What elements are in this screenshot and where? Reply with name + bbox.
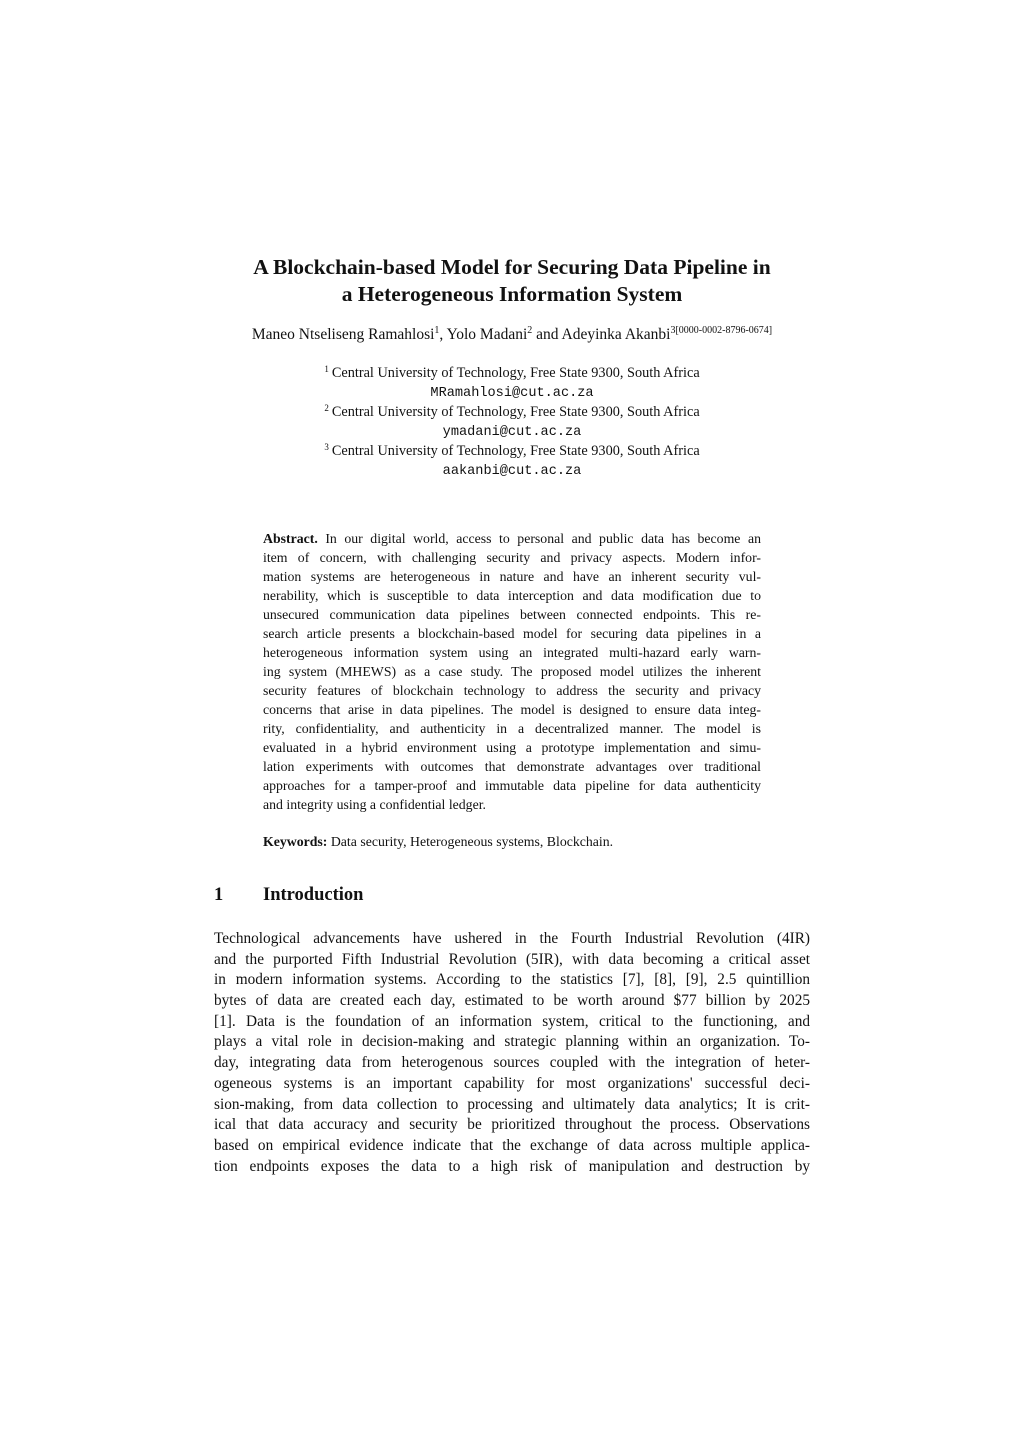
body-line: Technological advancements have ushered in the Fourth Industrial Revolution (4IR) (214, 930, 810, 947)
body-line: [1]. Data is the foundation of an information system, critical to the functioning, and (214, 1012, 810, 1030)
abstract-line: approaches for a tamper-proof and immutable data pipeline for data authenticity (263, 778, 761, 793)
abstract-line: nerability, which is susceptible to data interception and data modification due to (263, 588, 761, 603)
affiliation-1-email: MRamahlosi@cut.ac.za (430, 386, 594, 401)
affiliation-3-text: Central University of Technology, Free State 9300, South Africa (331, 443, 700, 459)
body-line: in modern information systems. According to the statistics [7], [8], [9], 2.5 quintillion (214, 971, 810, 989)
abstract-line (263, 529, 761, 548)
author-3-affil-mark: 3[0000-0002-8796-0674] (670, 325, 773, 336)
author-2-name: Yolo Madani (446, 326, 528, 343)
affiliation-3-mark: 3 (324, 442, 329, 452)
title-line-1: A Blockchain-based Model for Securing Data Pipeline in (253, 255, 771, 279)
affiliation-1 (200, 364, 824, 384)
abstract-line: concerns that arise in data pipelines. The model is designed to ensure data integ- (263, 702, 761, 717)
abstract-line: rity, confidentiality, and authenticity in a decentralized manner. The model is (263, 721, 761, 736)
keywords-text: Data security, Heterogeneous systems, Blockchain. (327, 834, 614, 849)
abstract (263, 529, 761, 814)
affiliation-2 (200, 403, 824, 423)
paper-title (200, 254, 824, 308)
abstract-label: Abstract. (263, 531, 318, 546)
body-line: tion endpoints exposes the data to a high risk of manipulation and destruction by (214, 1157, 810, 1175)
body-line: ical that data accuracy and security be prioritized throughout the process. Observations (214, 1116, 810, 1134)
body-line: and the purported Fifth Industrial Revolution (5IR), with data becoming a critical asset (214, 950, 810, 968)
body-line: bytes of data are created each day, estimated to be worth around $77 billion by 2025 (214, 992, 810, 1010)
affiliation-2-email: ymadani@cut.ac.za (442, 425, 582, 440)
affiliation-2-text: Central University of Technology, Free State 9300, South Africa (331, 404, 700, 420)
affiliation-2-mark: 2 (324, 403, 329, 413)
author-2-affil-mark: 2 (527, 325, 533, 336)
affiliation-3 (200, 442, 824, 462)
abstract-line: ing system (MHEWS) as a case study. The proposed model utilizes the inherent (263, 664, 761, 679)
author-list (160, 325, 864, 347)
section-heading-introduction (214, 882, 363, 908)
body-line: ogeneous systems is an important capability for most organizations' successful deci- (214, 1074, 810, 1092)
abstract-line: evaluated in a hybrid environment using a prototype implementation and simu- (263, 740, 761, 755)
section-number: 1 (214, 885, 224, 905)
affiliation-1-mark: 1 (324, 364, 329, 374)
body-line: plays a vital role in decision-making and strategic planning within an organization. To- (214, 1033, 810, 1051)
affiliation-list (200, 364, 824, 481)
abstract-line: lation experiments with outcomes that demonstrate advantages over traditional (263, 759, 761, 774)
section-title: Introduction (263, 885, 364, 905)
author-3-name: Adeyinka Akanbi (561, 326, 671, 343)
body-line: sion-making, from data collection to processing and ultimately data analytics; It is crit- (214, 1095, 810, 1113)
abstract-line: mation systems are heterogeneous in nature and have an inherent security vul- (263, 569, 761, 584)
abstract-line: security features of blockchain technology to address the security and privacy (263, 683, 761, 698)
abstract-line: item of concern, with challenging security and privacy aspects. Modern infor- (263, 550, 761, 565)
abstract-line: heterogeneous information system using an integrated multi-hazard early warn- (263, 645, 761, 660)
author-separator: and (532, 326, 562, 343)
author-1-name: Maneo Ntseliseng Ramahlosi (251, 326, 435, 343)
body-line: based on empirical evidence indicate that the exchange of data across multiple applica- (214, 1136, 810, 1154)
author-1-affil-mark: 1 (434, 325, 440, 336)
affiliation-1-text: Central University of Technology, Free State 9300, South Africa (331, 365, 700, 381)
keywords-label: Keywords: (263, 834, 328, 849)
abstract-line: and integrity using a confidential ledger. (263, 797, 486, 812)
abstract-line-text: In our digital world, access to personal and public data has become an (317, 531, 761, 546)
abstract-line: unsecured communication data pipelines between connected endpoints. This re- (263, 607, 761, 622)
author-separator: , (439, 326, 447, 343)
body-line: day, integrating data from heterogenous sources coupled with the integration of heter- (214, 1054, 810, 1072)
affiliation-3-email: aakanbi@cut.ac.za (442, 464, 582, 479)
introduction-body (214, 929, 810, 1177)
keywords (263, 832, 761, 851)
abstract-line: search article presents a blockchain-based model for securing data pipelines in a (263, 626, 761, 641)
title-line-2: a Heterogeneous Information System (341, 282, 683, 306)
